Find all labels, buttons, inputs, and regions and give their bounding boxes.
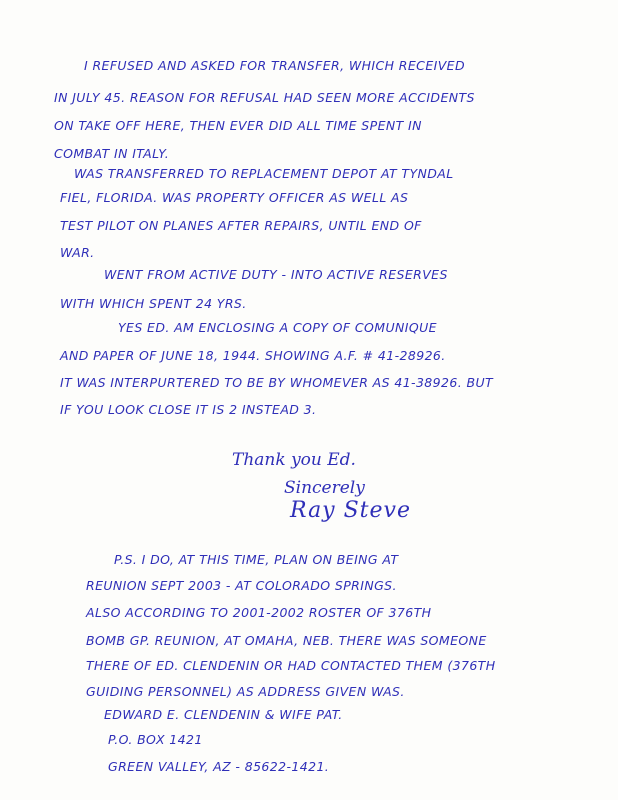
- letter-line: IF YOU LOOK CLOSE IT IS 2 INSTEAD 3.: [60, 402, 317, 417]
- closing-thanks: Thank you Ed.: [232, 450, 356, 470]
- letter-line: TEST PILOT ON PLANES AFTER REPAIRS, UNTIL END OF: [60, 218, 422, 233]
- ps-line: GUIDING PERSONNEL) AS ADDRESS GIVEN WAS.: [86, 684, 405, 699]
- signature: Ray Steve: [290, 498, 411, 523]
- letter-line: WAS TRANSFERRED TO REPLACEMENT DEPOT AT TYNDAL: [74, 166, 454, 181]
- letter-line: COMBAT IN ITALY.: [54, 146, 170, 161]
- letter-line: FIEL, FLORIDA. WAS PROPERTY OFFICER AS WELL AS: [60, 190, 409, 205]
- letter-line: WITH WHICH SPENT 24 YRS.: [60, 296, 247, 311]
- ps-line: REUNION SEPT 2003 - AT COLORADO SPRINGS.: [86, 578, 397, 593]
- letter-line: IT WAS INTERPURTERED TO BE BY WHOMEVER AS 41-38926. BUT: [60, 375, 494, 390]
- closing-sincerely: Sincerely: [284, 478, 365, 498]
- letter-line: I REFUSED AND ASKED FOR TRANSFER, WHICH RECEIVED: [84, 58, 465, 73]
- letter-line: YES ED. AM ENCLOSING A COPY OF COMUNIQUE: [118, 320, 437, 335]
- address-line: P.O. BOX 1421: [108, 732, 203, 747]
- letter-line: ON TAKE OFF HERE, THEN EVER DID ALL TIME SPENT IN: [54, 118, 422, 133]
- ps-line: ALSO ACCORDING TO 2001-2002 ROSTER OF 376TH: [86, 605, 432, 620]
- ps-line: BOMB GP. REUNION, AT OMAHA, NEB. THERE WAS SOMEONE: [86, 633, 487, 648]
- letter-line: AND PAPER OF JUNE 18, 1944. SHOWING A.F. # 41-28926.: [60, 348, 446, 363]
- letter-line: WENT FROM ACTIVE DUTY - INTO ACTIVE RESERVES: [104, 267, 448, 282]
- letter-line: WAR.: [60, 245, 95, 260]
- ps-line: P.S. I DO, AT THIS TIME, PLAN ON BEING AT: [114, 552, 399, 567]
- letter-line: IN JULY 45. REASON FOR REFUSAL HAD SEEN MORE ACCIDENTS: [54, 90, 475, 105]
- address-line: GREEN VALLEY, AZ - 85622-1421.: [108, 759, 330, 774]
- ps-line: THERE OF ED. CLENDENIN OR HAD CONTACTED THEM (376TH: [86, 658, 496, 673]
- address-line: EDWARD E. CLENDENIN & WIFE PAT.: [104, 707, 343, 722]
